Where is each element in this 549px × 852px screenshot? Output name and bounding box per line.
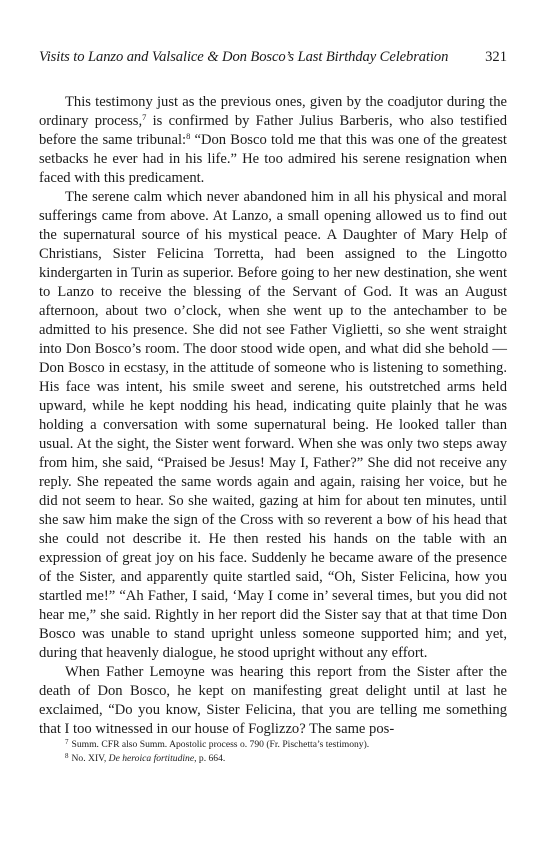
running-head bbox=[39, 47, 507, 67]
page-number: 321 bbox=[485, 49, 507, 65]
footnote-7 bbox=[65, 738, 505, 752]
paragraph-1-part-2: is confirmed by Father Julius Barberis, who also testified before the same tribunal: bbox=[39, 113, 507, 148]
footnote-8 bbox=[65, 752, 505, 766]
footnote-ref-7: 7 bbox=[142, 112, 147, 122]
paragraph-2: The serene calm which never abandoned him in all his physical and moral sufferings came from above. At Lanzo, a small opening allowed us to find out the supernatural source of his mystical peace. A Daughter of Mary Help of Christians, Sister Felicina Torretta, had been assigned to the Lingotto kindergarten in Turin as superior. Before going to her new destination, she went to Lanzo to receive the blessing of the Servant of God. It was an August afternoon, about two o’clock, when she went up to the antechamber to be admitted to his presence. She did not see Father Viglietti, so she went straight into Don Bosco’s room. The door stood wide open, and what did she behold — Don Bosco in ecstasy, in the attitude of someone who is listening to something. His face was intent, his smile sweet and serene, his outstretched arms held upward, while he kept nodding his head, indicating quite plainly that he was holding a conversation with some supernatural being. He looked taller than usual. At the sight, the Sister went forward. When she was only two steps away from him, she said, “Praised be Jesus! May I, Father?” She did not receive any reply. She repeated the same words again and again, raising her voice, but he did not seem to hear. So she waited, gazing at him for about ten minutes, until she saw him make the sign of the Cross with so reverent a bow of his head that she could not describe it. He then rested his hands on the table with an expression of great joy on his face. Suddenly he became aware of the presence of the Sister, and apparently quite startled said, “Oh, Sister Felicina, how you startled me!” “Ah Father, I said, ‘May I come in’ several times, but you did not hear me,” she said. Rightly in her report did the Sister say that at that time Don Bosco was unable to stand upright unless someone supported him; and yet, during that heavenly dialogue, he stood upright without any effort. bbox=[39, 189, 507, 661]
footnote-mark-7: 7 bbox=[65, 738, 69, 746]
footnotes bbox=[65, 738, 505, 765]
paragraph-1 bbox=[39, 93, 507, 188]
paragraph-1-part-1: This testimony just as the previous ones, given by the coadjutor during the ordinary process, bbox=[39, 94, 507, 129]
footnote-mark-8: 8 bbox=[65, 751, 69, 760]
paragraph-1-part-3: “Don Bosco told me that this was one of the greatest setbacks he ever had in his life.” He too admired his serene resignation when faced with this predicament. bbox=[39, 132, 507, 186]
body-text bbox=[39, 93, 507, 739]
footnote-8-italic-title: De heroica fortitudine bbox=[108, 752, 195, 764]
running-title: Visits to Lanzo and Valsalice & Don Bosco’s Last Birthday Celebration bbox=[39, 49, 449, 65]
footnote-8-text-before: No. XIV, bbox=[71, 752, 109, 764]
paragraph-3: When Father Lemoyne was hearing this report from the Sister after the death of Don Bosco, he kept on manifesting great delight until at last he exclaimed, “Do you know, Sister Felicina, that you are telling me something that I too witnessed in our house of Foglizzo? The same pos- bbox=[39, 664, 507, 737]
footnote-ref-8: 8 bbox=[186, 131, 191, 141]
footnote-7-text: Summ. CFR also Summ. Apostolic process o. 790 (Fr. Pischetta’s testimony). bbox=[71, 739, 370, 750]
footnote-8-text-after: , p. 664. bbox=[194, 752, 226, 764]
